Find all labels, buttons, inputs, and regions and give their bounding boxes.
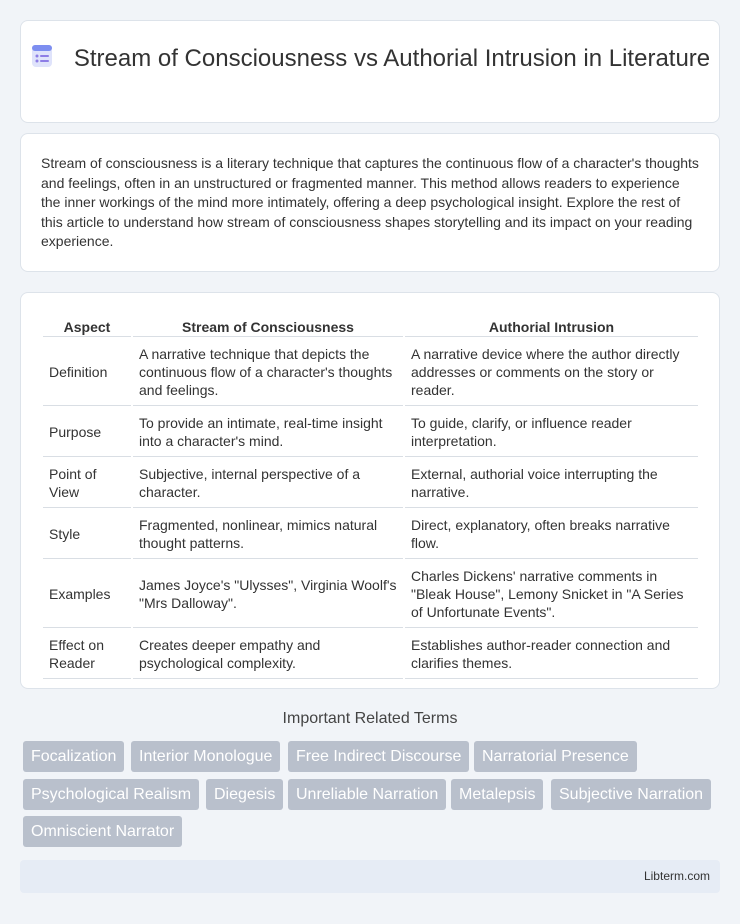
aspect-cell: Style bbox=[43, 510, 131, 559]
term-tag[interactable]: Focalization bbox=[23, 741, 124, 772]
table-row bbox=[43, 510, 698, 559]
header-aspect: Aspect bbox=[43, 315, 131, 337]
intrusion-cell: A narrative device where the author directly addresses or comments on the story or reader. bbox=[405, 339, 698, 406]
related-terms-title: Important Related Terms bbox=[282, 710, 458, 727]
intrusion-cell: To guide, clarify, or influence reader interpretation. bbox=[405, 408, 698, 457]
stream-cell: To provide an intimate, real-time insight into a character's mind. bbox=[133, 408, 403, 457]
table-row bbox=[43, 561, 698, 628]
table-row bbox=[43, 459, 698, 508]
table-row bbox=[43, 630, 698, 679]
document-list-icon bbox=[30, 44, 54, 68]
table-row bbox=[43, 339, 698, 406]
comparison-table bbox=[41, 313, 700, 681]
term-tag[interactable]: Metalepsis bbox=[451, 779, 543, 810]
intrusion-cell: External, authorial voice interrupting the narrative. bbox=[405, 459, 698, 508]
intro-paragraph: Stream of consciousness is a literary technique that captures the continuous flow of a character's thoughts and feelings, often in an unstructured or fragmented manner. This method allows readers to experience the inner workings of the mind more intimately, offering a deep psychological insight. Explore the rest of this article to understand how stream of consciousness shapes storytelling and its impact on your reading experience. bbox=[41, 155, 699, 249]
stream-cell: Fragmented, nonlinear, mimics natural thought patterns. bbox=[133, 510, 403, 559]
page-title: Stream of Consciousness vs Authorial Intrusion in Literature bbox=[73, 45, 711, 72]
term-tag[interactable]: Free Indirect Discourse bbox=[288, 741, 469, 772]
table-header-row bbox=[43, 315, 698, 337]
term-tag[interactable]: Omniscient Narrator bbox=[23, 816, 182, 847]
page-title-wrap bbox=[21, 44, 719, 74]
term-tag[interactable]: Psychological Realism bbox=[23, 779, 199, 810]
aspect-cell: Definition bbox=[43, 339, 131, 406]
aspect-cell: Examples bbox=[43, 561, 131, 628]
header-authorial-intrusion: Authorial Intrusion bbox=[405, 315, 698, 337]
term-tag[interactable]: Interior Monologue bbox=[131, 741, 280, 772]
stream-cell: James Joyce's "Ulysses", Virginia Woolf's "Mrs Dalloway". bbox=[133, 561, 403, 628]
term-tag[interactable]: Diegesis bbox=[206, 779, 283, 810]
header-card bbox=[20, 20, 720, 123]
aspect-cell: Point of View bbox=[43, 459, 131, 508]
intrusion-cell: Direct, explanatory, often breaks narrative flow. bbox=[405, 510, 698, 559]
header-stream-of-consciousness: Stream of Consciousness bbox=[133, 315, 403, 337]
term-tag[interactable]: Narratorial Presence bbox=[474, 741, 637, 772]
intro-card bbox=[20, 133, 720, 272]
footer-site-link[interactable]: Libterm.com bbox=[643, 869, 710, 883]
stream-cell: Creates deeper empathy and psychological complexity. bbox=[133, 630, 403, 679]
table-row bbox=[43, 408, 698, 457]
intrusion-cell: Charles Dickens' narrative comments in "Bleak House", Lemony Snicket in "A Series of Unfortunate Events". bbox=[405, 561, 698, 628]
footer bbox=[20, 860, 720, 893]
stream-cell: Subjective, internal perspective of a character. bbox=[133, 459, 403, 508]
aspect-cell: Effect on Reader bbox=[43, 630, 131, 679]
term-tag[interactable]: Unreliable Narration bbox=[288, 779, 446, 810]
stream-cell: A narrative technique that depicts the continuous flow of a character's thoughts and feelings. bbox=[133, 339, 403, 406]
intrusion-cell: Establishes author-reader connection and clarifies themes. bbox=[405, 630, 698, 679]
aspect-cell: Purpose bbox=[43, 408, 131, 457]
comparison-card bbox=[20, 292, 720, 689]
term-tag[interactable]: Subjective Narration bbox=[551, 779, 711, 810]
